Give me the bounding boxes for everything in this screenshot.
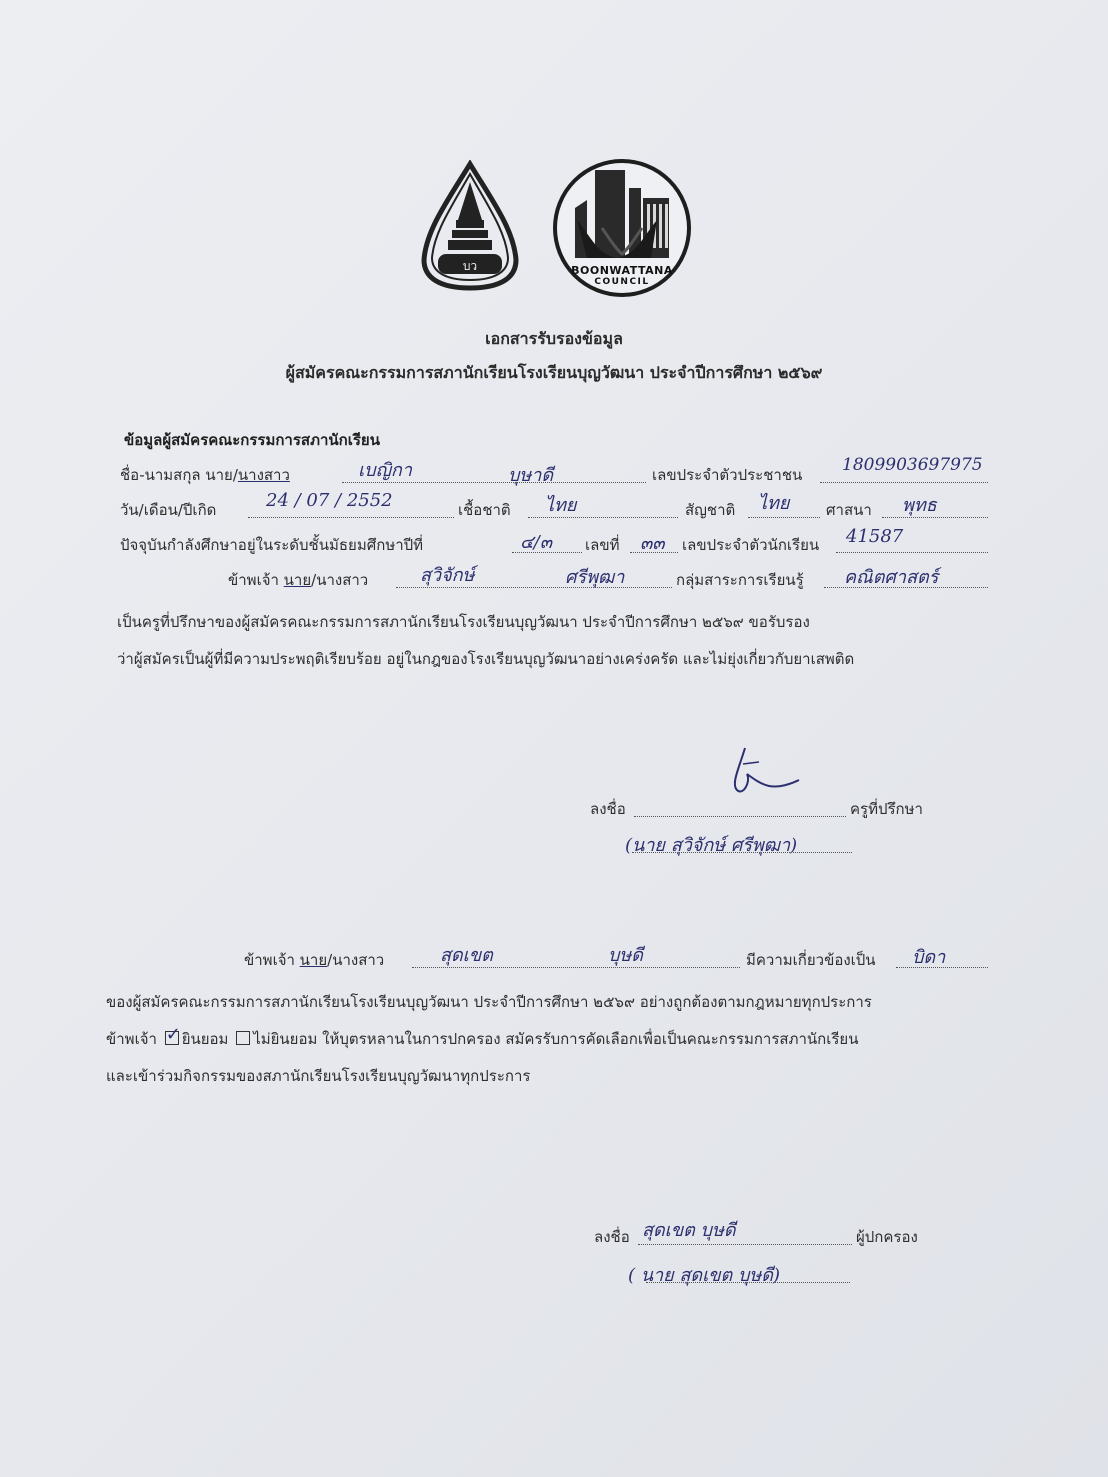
- council-logo-text-1: BOONWATTANA: [571, 264, 673, 277]
- guardian-last-name: บุษดี: [608, 945, 643, 966]
- ethnicity-value: ไทย: [545, 495, 577, 516]
- guardian-first-name: สุดเขต: [440, 945, 493, 966]
- teacher-first-name: สุวิจักษ์: [420, 565, 475, 586]
- guardian-printed-name: ( นาย สุดเขต บุษดี): [628, 1265, 780, 1286]
- nationality-value: ไทย: [758, 493, 790, 514]
- label-religion: ศาสนา: [826, 501, 872, 519]
- advisor-paragraph-line2: ว่าผู้สมัครเป็นผู้ที่มีความประพฤติเรียบร้อย อยู่ในกฎของโรงเรียนบุญวัฒนาอย่างเคร่งครัด และไม่ยุ่งเกี่ยวกับยาเสพติด: [117, 650, 855, 668]
- document-title: เอกสารรับรองข้อมูล: [485, 329, 623, 348]
- svg-text:บว: บว: [462, 259, 478, 273]
- school-emblem-icon: [418, 160, 522, 292]
- dept-value: คณิตศาสตร์: [844, 567, 939, 588]
- student-id-line: [836, 552, 988, 553]
- label-relation: มีความเกี่ยวข้องเป็น: [746, 951, 876, 969]
- birthdate-line: [248, 517, 454, 518]
- consent-no-label: ไม่ยินยอม: [253, 1030, 318, 1048]
- guardian-printed-line: [646, 1282, 850, 1283]
- label-fullname: ชื่อ-นามสกุล นาย/นางสาว: [120, 466, 290, 484]
- advisor-printed-name: (นาย สุวิจักษ์ ศรีพุฒา): [625, 835, 798, 856]
- label-ethnicity: เชื้อชาติ: [458, 501, 511, 519]
- number-value: ๓๓: [640, 533, 665, 554]
- label-guardian: ข้าพเจ้า นาย/นางสาว: [244, 951, 385, 969]
- document-subtitle: ผู้สมัครคณะกรรมการสภานักเรียนโรงเรียนบุญวัฒนา ประจำปีการศึกษา ๒๕๖๙: [285, 363, 823, 382]
- guardian-sign-line: [638, 1244, 852, 1245]
- advisor-role-label: ครูที่ปรึกษา: [850, 800, 923, 818]
- nationality-line: [748, 517, 820, 518]
- advisor-sign-label: ลงชื่อ: [590, 800, 626, 818]
- label-national-id: เลขประจำตัวประชาชน: [652, 466, 803, 484]
- guardian-paragraph-line1: ของผู้สมัครคณะกรรมการสภานักเรียนโรงเรียนบุญวัฒนา ประจำปีการศึกษา ๒๕๖๙ อย่างถูกต้องตามกฎหมายทุกประการ: [106, 993, 872, 1011]
- teacher-last-name: ศรีพุฒา: [565, 567, 625, 588]
- label-teacher: ข้าพเจ้า นาย/นางสาว: [228, 571, 369, 589]
- guardian-role-label: ผู้ปกครอง: [856, 1228, 918, 1246]
- national-id-line: [820, 482, 988, 483]
- student-id-value: 41587: [846, 526, 904, 547]
- label-dept: กลุ่มสาระการเรียนรู้: [676, 571, 804, 589]
- council-logo-text-2: COUNCIL: [594, 277, 650, 287]
- advisor-sign-line: [634, 816, 846, 817]
- applicant-first-name: เบญิกา: [358, 460, 412, 481]
- religion-value: พุทธ: [902, 495, 937, 516]
- advisor-printed-line: [632, 852, 852, 853]
- advisor-signature-mark: [725, 744, 805, 802]
- label-nationality: สัญชาติ: [685, 501, 736, 519]
- consent-no-checkbox[interactable]: [236, 1031, 250, 1045]
- grade-value: ๔/๓: [520, 532, 552, 553]
- guardian-sign-label: ลงชื่อ: [594, 1228, 630, 1246]
- guardian-paragraph-line3: และเข้าร่วมกิจกรรมของสภานักเรียนโรงเรียนบุญวัฒนาทุกประการ: [106, 1067, 531, 1085]
- section-heading: ข้อมูลผู้สมัครคณะกรรมการสภานักเรียน: [124, 431, 380, 449]
- check-mark-icon: ✓: [165, 1024, 181, 1045]
- consent-prefix: ข้าพเจ้า: [106, 1030, 157, 1048]
- consent-yes-label: ยินยอม: [181, 1030, 229, 1048]
- guardian-signature: สุดเขต บุษดี: [642, 1220, 736, 1241]
- national-id-value: 1809903697975: [842, 455, 983, 475]
- advisor-paragraph-line1: เป็นครูที่ปรึกษาของผู้สมัครคณะกรรมการสภานักเรียนโรงเรียนบุญวัฒนา ประจำปีการศึกษา ๒๕๖๙ ขอรับรอง: [117, 613, 810, 631]
- council-logo: [547, 158, 697, 298]
- label-birthdate: วัน/เดือน/ปีเกิด: [120, 501, 217, 519]
- label-number: เลขที่: [585, 536, 620, 554]
- guardian-consent-line: [106, 1024, 859, 1051]
- applicant-last-name: บุษาดี: [508, 465, 554, 486]
- birthdate-value: 24 / 07 / 2552: [266, 490, 393, 511]
- relation-value: บิดา: [912, 947, 946, 968]
- label-grade: ปัจจุบันกำลังศึกษาอยู่ในระดับชั้นมัธยมศึกษาปีที่: [120, 536, 424, 554]
- consent-rest: ให้บุตรหลานในการปกครอง สมัครรับการคัดเลือกเพื่อเป็นคณะกรรมการสภานักเรียน: [322, 1030, 859, 1048]
- consent-yes-checkbox[interactable]: [165, 1024, 181, 1045]
- label-student-id: เลขประจำตัวนักเรียน: [682, 536, 820, 554]
